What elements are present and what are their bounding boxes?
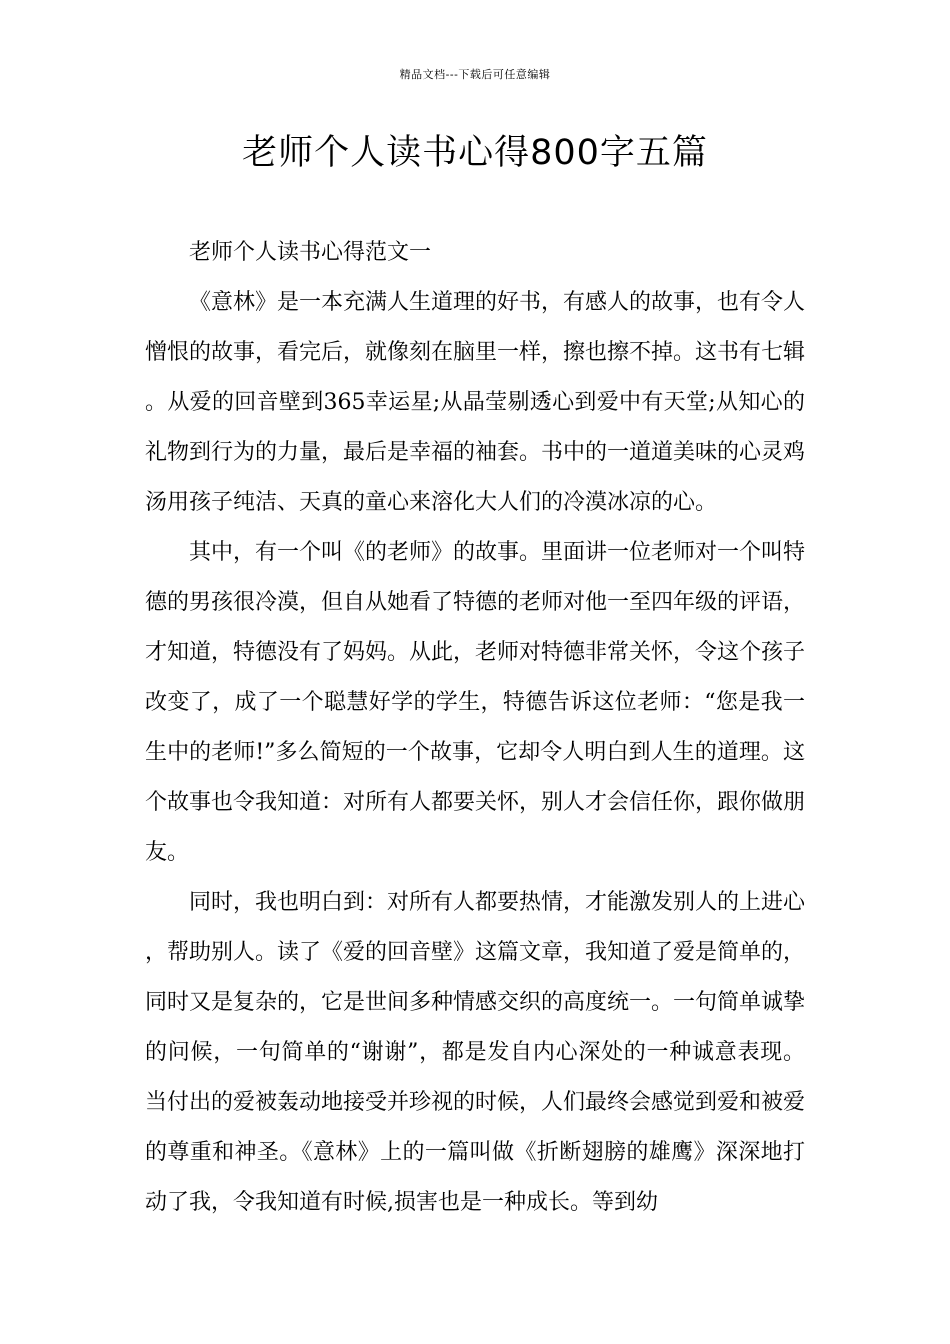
paragraph: 《意林》是一本充满人生道理的好书，有感人的故事，也有令人憎恨的故事，看完后，就像刻在脑里一样，擦也擦不掉。这书有七辑。从爱的回音壁到365幸运星;从晶莹剔透心到爱中有天堂;从知心的礼物到行为的力量，最后是幸福的袖套。书中的一道道美味的心灵鸡汤用孩子纯洁、天真的童心来溶化大人们的冷漠冰凉的心。 [145, 290, 806, 515]
document-title: 老师个人读书心得800字五篇 [242, 133, 708, 173]
section-heading: 老师个人读书心得范文一 [189, 240, 432, 265]
paragraph: 其中，有一个叫《的老师》的故事。里面讲一位老师对一个叫特德的男孩很冷漠，但自从她看了特德的老师对他一至四年级的评语，才知道，特德没有了妈妈。从此，老师对特德非常关怀，令这个孩子改变了，成了一个聪慧好学的学生，特德告诉这位老师：“您是我一生中的老师!”多么简短的一个故事，它却令人明白到人生的道理。这个故事也令我知道：对所有人都要关怀，别人才会信任你，跟你做朋友。 [145, 540, 806, 865]
document-body [145, 228, 805, 1228]
header-note: 精品文档---下载后可任意编辑 [399, 68, 551, 81]
paragraph: 同时，我也明白到：对所有人都要热情，才能激发别人的上进心，帮助别人。读了《爱的回音壁》这篇文章，我知道了爱是简单的，同时又是复杂的，它是世间多种情感交织的高度统一。一句简单诚挚的问候，一句简单的“谢谢”，都是发自内心深处的一种诚意表现。当付出的爱被轰动地接受并珍视的时候，人们最终会感觉到爱和被爱的尊重和神圣。《意林》上的一篇叫做《折断翅膀的雄鹰》深深地打动了我，令我知道有时候,损害也是一种成长。等到幼 [145, 890, 806, 1215]
